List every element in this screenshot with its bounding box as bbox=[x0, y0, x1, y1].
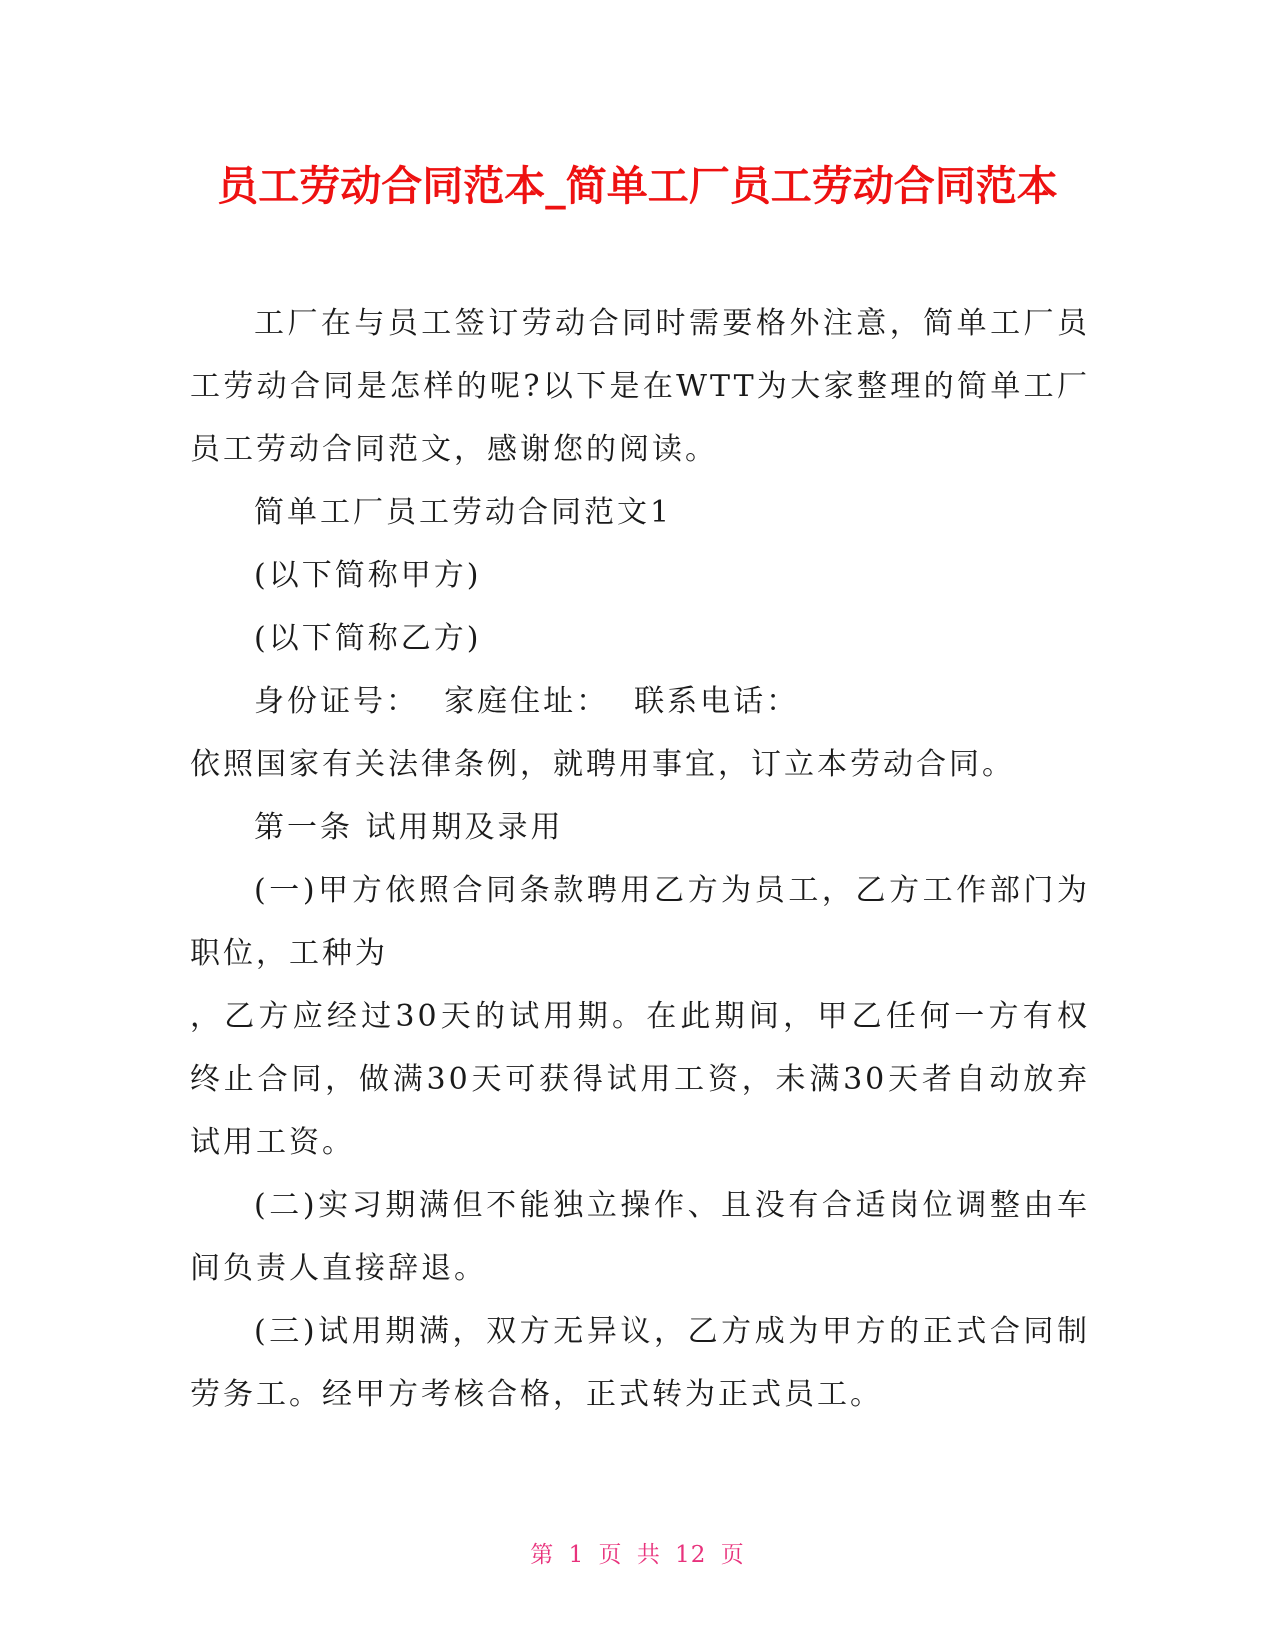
clause-1-paragraph: (一)甲方依照合同条款聘用乙方为员工，乙方工作部门为职位，工种为 bbox=[190, 873, 1090, 971]
party-a-line: (以下简称甲方) bbox=[254, 558, 482, 593]
clause-3-paragraph: (三)试用期满，双方无异议，乙方成为甲方的正式合同制劳务工。经甲方考核合格，正式转为正式员工。 bbox=[190, 1314, 1090, 1412]
contract-basis-paragraph: 依照国家有关法律条例，就聘用事宜，订立本劳动合同。 bbox=[190, 747, 1015, 782]
intro-paragraph: 工厂在与员工签订劳动合同时需要格外注意，简单工厂员工劳动合同是怎样的呢?以下是在WTT为大家整理的简单工厂员工劳动合同范文，感谢您的阅读。 bbox=[190, 306, 1090, 467]
document-body bbox=[190, 292, 1090, 1426]
party-b-line: (以下简称乙方) bbox=[254, 621, 482, 656]
clause-2-paragraph: (二)实习期满但不能独立操作、且没有合适岗位调整由车间负责人直接辞退。 bbox=[190, 1188, 1090, 1286]
contract-sample-heading: 简单工厂员工劳动合同范文1 bbox=[254, 495, 673, 530]
personal-info-line: 身份证号： 家庭住址： 联系电话： bbox=[254, 684, 800, 719]
probation-paragraph: ，乙方应经过30天的试用期。在此期间，甲乙任何一方有权终止合同，做满30天可获得试用工资，未满30天者自动放弃试用工资。 bbox=[190, 999, 1090, 1160]
article-one-heading: 第一条 试用期及录用 bbox=[254, 810, 564, 845]
page-number-footer: 第 1 页 共 12 页 bbox=[530, 1542, 745, 1568]
document-title: 员工劳动合同范本_简单工厂员工劳动合同范本 bbox=[217, 162, 1058, 210]
